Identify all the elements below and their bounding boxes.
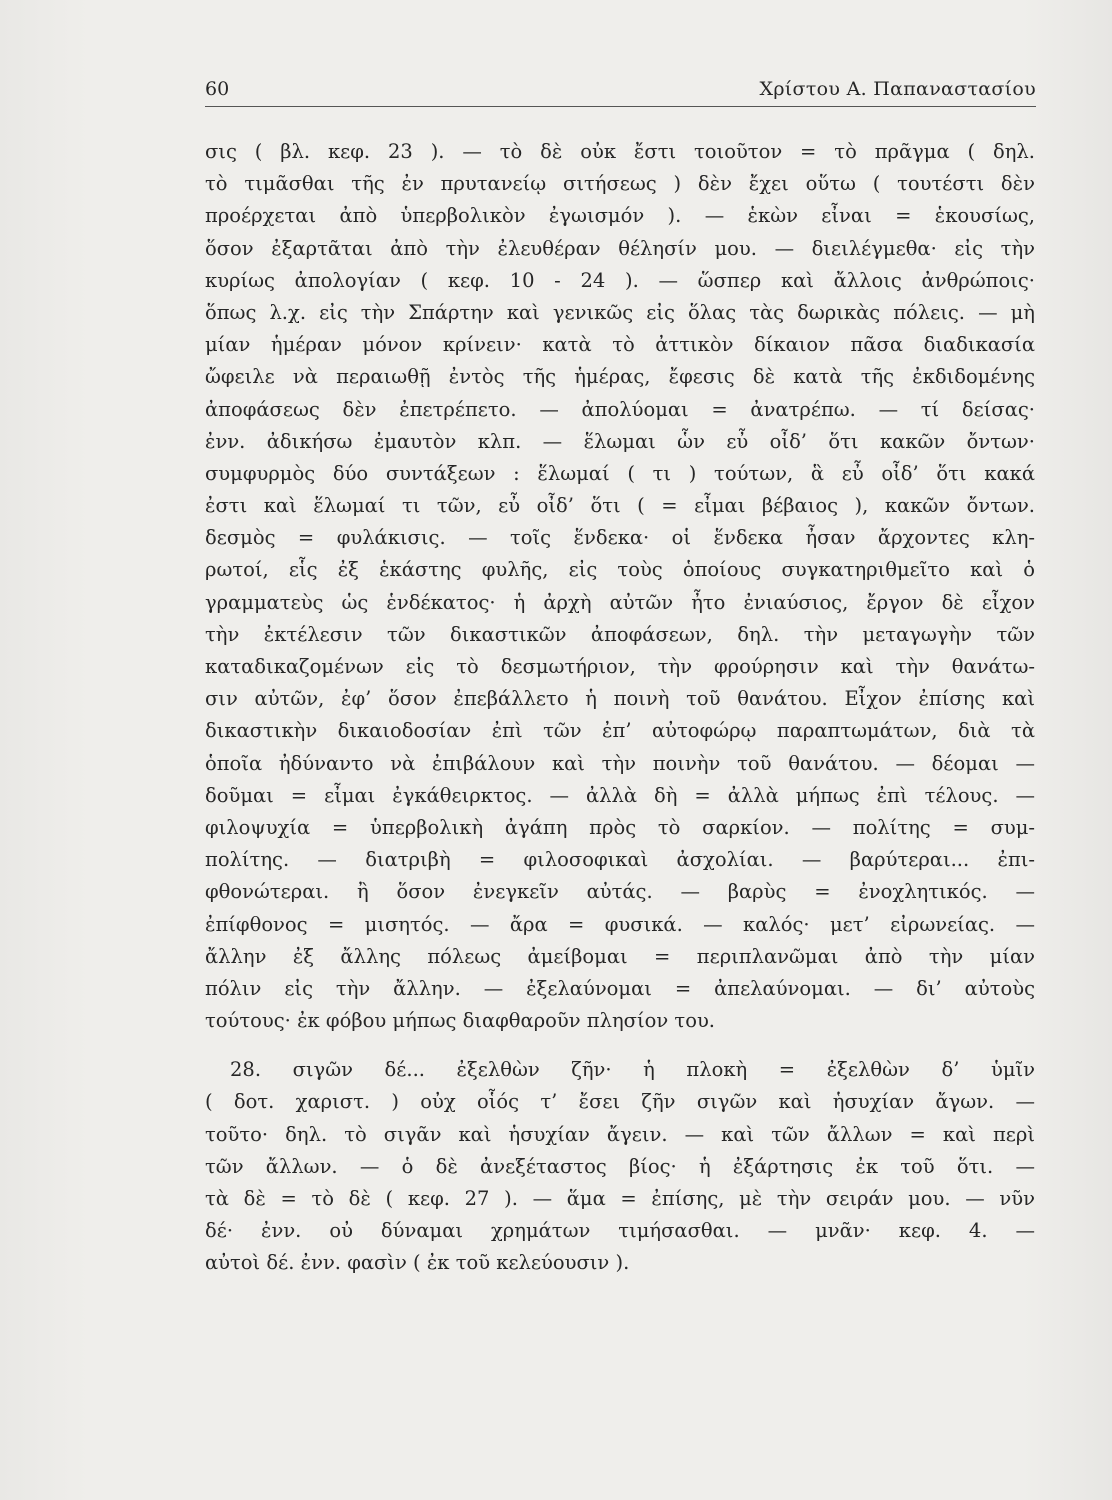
text-line: ἐνν. ἀδικήσω ἐμαυτὸν κλπ. — ἕλωμαι ὧν εὖ οἶδ’ ὅτι κακῶν ὄντων·	[205, 429, 1035, 453]
text-line: ἐστι καὶ ἕλωμαί τι τῶν, εὖ οἶδ’ ὅτι ( = εἶμαι βέβαιος ), κακῶν ὄντων.	[205, 494, 1035, 518]
text-line: δικαστικὴν δικαιοδοσίαν ἐπὶ τῶν ἐπ’ αὐτοφώρῳ παραπτωμάτων, διὰ τὰ	[205, 719, 1035, 743]
running-head: Χρίστου Α. Παπαναστασίου	[759, 78, 1036, 100]
text-line: δέ· ἐνν. οὐ δύναμαι χρημάτων τιμήσασθαι. — μνᾶν· κεφ. 4. —	[205, 1219, 1035, 1243]
text-line: πόλιν εἰς τὴν ἄλλην. — ἐξελαύνομαι = ἀπελαύνομαι. — δι’ αὐτοὺς	[205, 976, 1035, 1000]
text-line: ἄλλην ἐξ ἄλλης πόλεως ἀμείβομαι = περιπλανῶμαι ἀπὸ τὴν μίαν	[205, 944, 1035, 968]
text-line: ἐπίφθονος = μισητός. — ἄρα = φυσικά. — καλός· μετ’ εἰρωνείας. —	[205, 912, 1035, 936]
text-line: φιλοψυχία = ὑπερβολικὴ ἀγάπη πρὸς τὸ σαρκίον. — πολίτης = συμ-	[205, 815, 1035, 839]
text-line: τὴν ἐκτέλεσιν τῶν δικαστικῶν ἀποφάσεων, δηλ. τὴν μεταγωγὴν τῶν	[205, 622, 1035, 646]
paragraph-gap	[205, 1037, 1035, 1054]
text-line: ὁποῖα ἠδύναντο νὰ ἐπιβάλουν καὶ τὴν ποινὴν τοῦ θανάτου. — δέομαι —	[205, 751, 1035, 775]
text-line: δοῦμαι = εἶμαι ἐγκάθειρκτος. — ἀλλὰ δὴ = ἀλλὰ μήπως ἐπὶ τέλους. —	[205, 783, 1035, 807]
text-line: ( δοτ. χαριστ. ) οὐχ οἷός τ’ ἔσει ζῆν σιγῶν καὶ ἡσυχίαν ἄγων. —	[205, 1090, 1035, 1114]
text-line: προέρχεται ἀπὸ ὑπερβολικὸν ἐγωισμόν ). — ἑκὼν εἶναι = ἑκουσίως,	[205, 204, 1035, 228]
text-line: 28. σιγῶν δέ... ἐξελθὼν ζῆν· ἡ πλοκὴ = ἐξελθὼν δ’ ὑμῖν	[230, 1058, 1035, 1082]
text-line: ὅπως λ.χ. εἰς τὴν Σπάρτην καὶ γενικῶς εἰς ὅλας τὰς δωρικὰς πόλεις. — μὴ	[205, 300, 1035, 324]
page-header	[205, 76, 1036, 107]
text-line: σις ( βλ. κεφ. 23 ). — τὸ δὲ οὐκ ἔστι τοιοῦτον = τὸ πρᾶγμα ( δηλ.	[205, 140, 1035, 163]
text-line: καταδικαζομένων εἰς τὸ δεσμωτήριον, τὴν φρούρησιν καὶ τὴν θανάτω-	[205, 655, 1035, 678]
text-line: κυρίως ἀπολογίαν ( κεφ. 10 - 24 ). — ὥσπερ καὶ ἄλλοις ἀνθρώποις·	[205, 268, 1035, 292]
text-line: δεσμὸς = φυλάκισις. — τοῖς ἕνδεκα· οἱ ἕνδεκα ἦσαν ἄρχοντες κλη-	[205, 526, 1035, 550]
text-line: συμφυρμὸς δύο συντάξεων : ἕλωμαί ( τι ) τούτων, ἃ εὖ οἶδ’ ὅτι κακά	[205, 461, 1035, 485]
text-line: τῶν ἄλλων. — ὁ δὲ ἀνεξέταστος βίος· ἡ ἐξάρτησις ἐκ τοῦ ὅτι. —	[205, 1154, 1035, 1178]
text-line: γραμματεὺς ὡς ἑνδέκατος· ἡ ἀρχὴ αὐτῶν ἦτο ἐνιαύσιος, ἔργον δὲ εἶχον	[205, 590, 1035, 614]
text-line: ρωτοί, εἷς ἐξ ἑκάστης φυλῆς, εἰς τοὺς ὁποίους συγκατηριθμεῖτο καὶ ὁ	[205, 558, 1035, 582]
text-line: τὰ δὲ = τὸ δὲ ( κεφ. 27 ). — ἅμα = ἐπίσης, μὲ τὴν σειράν μου. — νῦν	[205, 1187, 1035, 1210]
text-line: πολίτης. — διατριβὴ = φιλοσοφικαὶ ἀσχολίαι. — βαρύτεραι... ἐπι-	[205, 848, 1035, 872]
text-line: τούτους· ἐκ φόβου μήπως διαφθαροῦν πλησίον του.	[205, 1009, 715, 1033]
text-line: μίαν ἡμέραν μόνον κρίνειν· κατὰ τὸ ἀττικὸν δίκαιον πᾶσα διαδικασία	[205, 333, 1035, 357]
text-line: τὸ τιμᾶσθαι τῆς ἐν πρυτανείῳ σιτήσεως ) δὲν ἔχει οὕτω ( τουτέστι δὲν	[205, 172, 1035, 196]
text-line: ἀποφάσεως δὲν ἐπετρέπετο. — ἀπολύομαι = ἀνατρέπω. — τί δείσας·	[205, 397, 1035, 421]
text-line: αὐτοὶ δέ. ἐνν. φασὶν ( ἐκ τοῦ κελεύουσιν ).	[205, 1251, 630, 1275]
text-line: ὤφειλε νὰ περαιωθῇ ἐντὸς τῆς ἡμέρας, ἔφεσις δὲ κατὰ τῆς ἐκδιδομένης	[205, 365, 1035, 389]
text-line: τοῦτο· δηλ. τὸ σιγᾶν καὶ ἡσυχίαν ἄγειν. — καὶ τῶν ἄλλων = καὶ περὶ	[205, 1122, 1035, 1146]
text-line: ὅσον ἐξαρτᾶται ἀπὸ τὴν ἐλευθέραν θέλησίν μου. — διειλέγμεθα· εἰς τὴν	[205, 236, 1035, 260]
text-line: φθονώτεραι. ἢ ὅσον ἐνεγκεῖν αὐτάς. — βαρὺς = ἐνοχλητικός. —	[205, 880, 1035, 904]
text-line: σιν αὐτῶν, ἐφ’ ὅσον ἐπεβάλλετο ἡ ποινὴ τοῦ θανάτου. Εἶχον ἐπίσης καὶ	[205, 687, 1035, 711]
commentary-text	[205, 136, 1035, 1280]
page-number: 60	[205, 78, 230, 100]
